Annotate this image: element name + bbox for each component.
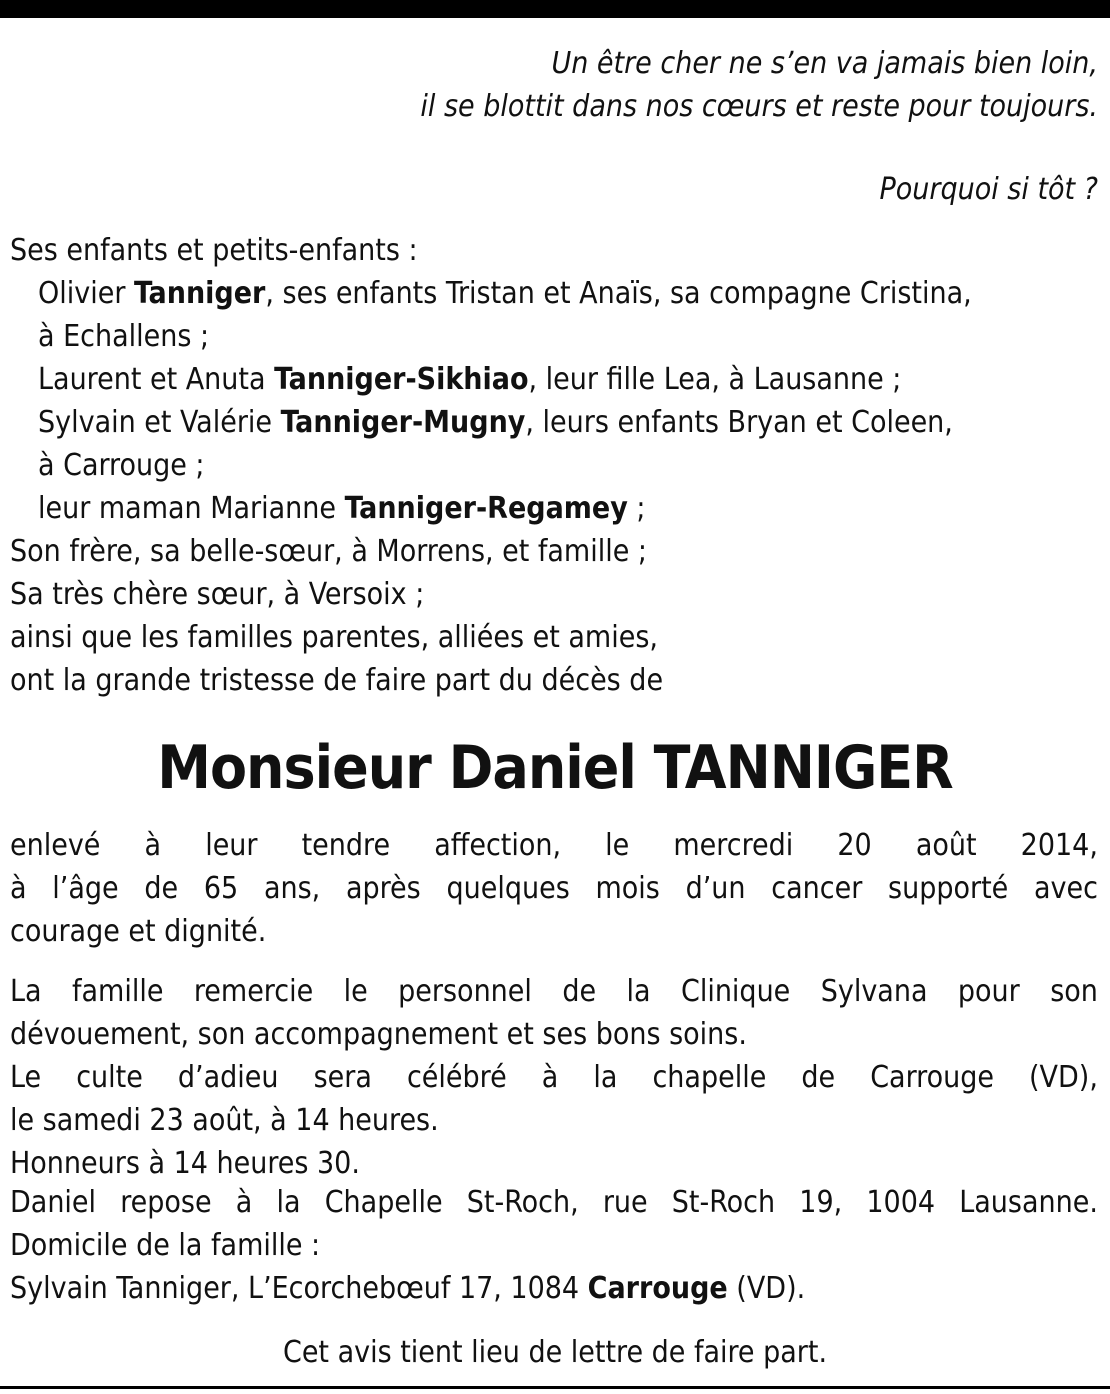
body-p3-line2: le samedi 23 août, à 14 heures. <box>10 1103 439 1138</box>
family-brother: Son frère, sa belle-sœur, à Morrens, et famille ; <box>10 534 648 569</box>
top-rule <box>0 0 1110 18</box>
body-p1-line3: courage et dignité. <box>10 914 267 949</box>
body-domicile-label: Domicile de la famille : <box>10 1228 321 1263</box>
family-olivier-place: à Echallens ; <box>38 319 210 354</box>
body-p1-line2: à l’âge de 65 ans, après quelques mois d’un cancer supporté avec <box>10 871 1098 906</box>
family-intro: Ses enfants et petits-enfants : <box>10 233 418 268</box>
deceased-name: Monsieur Daniel TANNIGER <box>157 733 953 803</box>
body-p3-line1: Le culte d’adieu sera célébré à la chapelle de Carrouge (VD), <box>10 1060 1098 1095</box>
family-sister: Sa très chère sœur, à Versoix ; <box>10 577 425 612</box>
family-announce: ont la grande tristesse de faire part du décès de <box>10 663 664 698</box>
closing-note: Cet avis tient lieu de lettre de faire part. <box>282 1335 828 1370</box>
quote-question: Pourquoi si tôt ? <box>879 172 1098 207</box>
quote-line-1: Un être cher ne s’en va jamais bien loin, <box>551 46 1098 81</box>
body-domicile-address: Sylvain Tanniger, L’Ecorchebœuf 17, 1084 Carrouge (VD). <box>10 1271 806 1306</box>
body-p2-line1: La famille remercie le personnel de la Clinique Sylvana pour son <box>10 974 1098 1009</box>
family-relatives: ainsi que les familles parentes, alliées et amies, <box>10 620 658 655</box>
body-honneurs: Honneurs à 14 heures 30. <box>10 1146 360 1181</box>
family-laurent: Laurent et Anuta Tanniger-Sikhiao, leur fille Lea, à Lausanne ; <box>38 362 902 397</box>
body-p2-line2: dévouement, son accompagnement et ses bons soins. <box>10 1017 747 1052</box>
family-sylvain-place: à Carrouge ; <box>38 448 205 483</box>
family-mother: leur maman Marianne Tanniger-Regamey ; <box>38 491 646 526</box>
bottom-rule <box>0 1386 1110 1389</box>
quote-line-2: il se blottit dans nos cœurs et reste pour toujours. <box>420 89 1098 124</box>
family-sylvain: Sylvain et Valérie Tanniger-Mugny, leurs enfants Bryan et Coleen, <box>38 405 953 440</box>
family-olivier: Olivier Tanniger, ses enfants Tristan et Anaïs, sa compagne Cristina, <box>38 276 972 311</box>
body-repose: Daniel repose à la Chapelle St-Roch, rue St-Roch 19, 1004 Lausanne. <box>10 1185 1098 1220</box>
body-p1-line1: enlevé à leur tendre affection, le mercredi 20 août 2014, <box>10 828 1098 863</box>
